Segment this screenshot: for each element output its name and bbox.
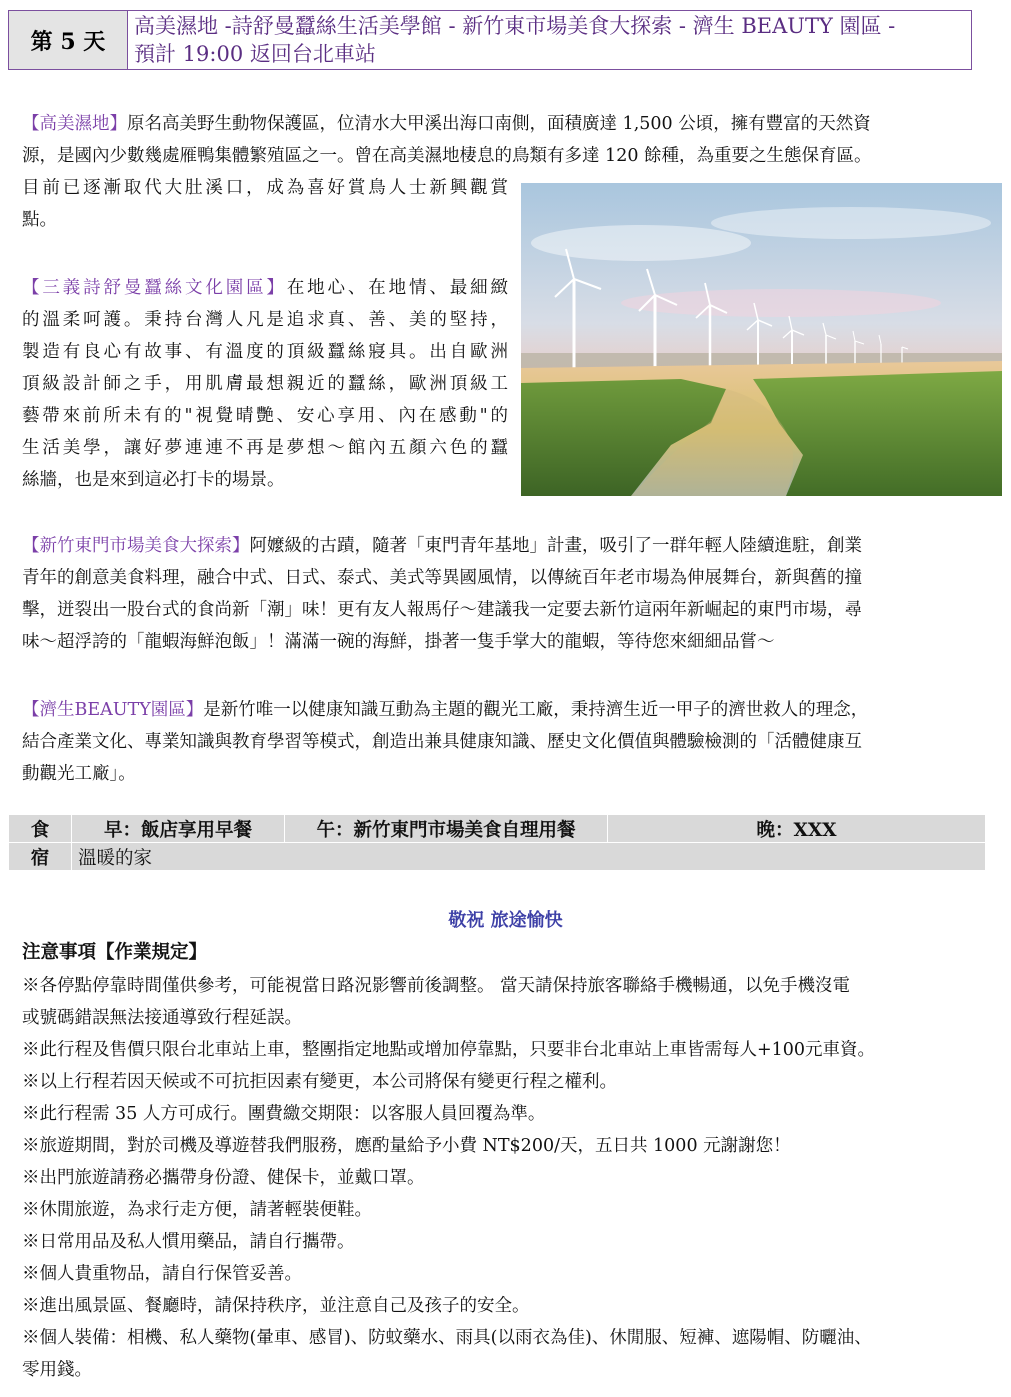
section-gaomei: [22, 108, 1000, 172]
note-item: ※此行程及售價只限台北車站上車，整團指定地點或增加停靠點，只要非台北車站上車皆需每人+100元車資。: [22, 1040, 876, 1060]
section-text: 是新竹唯一以健康知識互動為主題的觀光工廠，秉持濟生近一甲子的濟世救人的理念，: [203, 700, 869, 720]
note-item: ※此行程需 35 人方可成行。團費繳交期限：以客服人員回覆為準。: [22, 1104, 546, 1124]
section-name: 【濟生BEAUTY園區】: [22, 700, 204, 720]
section-text: 生活美學，讓好夢連連不再是夢想～館內五顏六色的蠶: [22, 438, 508, 458]
section-text: 味～超浮誇的「龍蝦海鮮泡飯」！滿滿一碗的海鮮，掛著一隻手掌大的龍蝦，等待您來細細品嘗～: [22, 632, 775, 652]
meals-food-label: 食: [9, 815, 72, 843]
section-text: 頂級設計師之手，用肌膚最想親近的蠶絲，歐洲頂級工: [22, 374, 508, 394]
section-text: 目前已逐漸取代大肚溪口，成為喜好賞鳥人士新興觀賞: [22, 178, 508, 198]
day-title-line: 預計 19:00 返回台北車站: [134, 42, 376, 66]
notes-list: [22, 970, 1002, 1386]
note-item: ※出門旅遊請務必攜帶身份證、健保卡，並戴口罩。: [22, 1168, 425, 1188]
meals-table: [8, 814, 986, 871]
lodging-row: [9, 843, 986, 871]
section-text: 絲牆，也是來到這必打卡的場景。: [22, 470, 285, 490]
section-text: 藝帶來前所未有的"視覺晴艷、安心享用、內在感動"的: [22, 406, 508, 426]
note-item: ※進出風景區、餐廳時，請保持秩序，並注意自己及孩子的安全。: [22, 1296, 530, 1316]
section-text: 原名高美野生動物保護區，位清水大甲溪出海口南側，面積廣達 1,500 公頃，擁有豐富的天然資: [127, 114, 871, 134]
section-text: 製造有良心有故事、有溫度的頂級蠶絲寢具。出自歐洲: [22, 342, 508, 362]
section-text: 在地心、在地情、最細緻: [286, 278, 509, 298]
wind-turbine-wetland-photo: [521, 183, 1002, 496]
section-name: 【高美濕地】: [22, 114, 127, 134]
note-item: 或號碼錯誤無法接通導致行程延誤。: [22, 1008, 302, 1028]
section-text: 結合產業文化、專業知識與教育學習等模式，創造出兼具健康知識、歷史文化價值與體驗檢測的「活體健康互: [22, 732, 862, 752]
meals-lunch: 午：新竹東門市場美食自理用餐: [285, 815, 608, 843]
day-title-line: 高美濕地 -詩舒曼蠶絲生活美學館 - 新竹東市場美食大探索 - 濟生 BEAUTY 園區 -: [134, 14, 896, 38]
section-text: 動觀光工廠」。: [22, 764, 136, 784]
meals-breakfast: 早：飯店享用早餐: [72, 815, 285, 843]
section-text: 源，是國內少數幾處雁鴨集體繁殖區之一。曾在高美濕地棲息的鳥類有多達 120 餘種，為重要之生態保育區。: [22, 146, 872, 166]
meals-row: [9, 815, 986, 843]
section-text: 擊，迸裂出一股台式的食尚新「潮」味！更有友人報馬仔～建議我一定要去新竹這兩年新崛起的東門市場，尋: [22, 600, 862, 620]
day-label: 第 5 天: [9, 11, 128, 69]
section-text: 青年的創意美食料理，融合中式、日式、泰式、美式等異國風情，以傳統百年老市場為伸展舞台，新與舊的撞: [22, 568, 862, 588]
section-jisheng: [22, 694, 1000, 790]
section-dongmen: [22, 530, 1000, 658]
note-item: ※個人貴重物品，請自行保管妥善。: [22, 1264, 302, 1284]
meals-dinner: 晚：XXX: [608, 815, 986, 843]
note-item: ※各停點停靠時間僅供參考，可能視當日路況影響前後調整。 當天請保持旅客聯絡手機暢通，以免手機沒電: [22, 976, 851, 996]
note-item: ※個人裝備：相機、私人藥物(暈車、感冒)、防蚊藥水、雨具(以雨衣為佳)、休閒服、短褲、遮陽帽、防曬油、: [22, 1328, 872, 1348]
section-name: 【新竹東門市場美食大探索】: [22, 536, 250, 556]
section-text: 點。: [22, 210, 57, 230]
day-title: [128, 11, 971, 69]
section-text: 的溫柔呵護。秉持台灣人凡是追求真、善、美的堅持，: [22, 310, 508, 330]
section-text: 阿嬤級的古蹟，隨著「東門青年基地」計畫，吸引了一群年輕人陸續進駐，創業: [249, 536, 862, 556]
lodging-label: 宿: [9, 843, 72, 871]
note-item: ※日常用品及私人慣用藥品，請自行攜帶。: [22, 1232, 355, 1252]
notes-title: 注意事項【作業規定】: [22, 942, 208, 963]
day-header: [8, 10, 972, 70]
lodging-value: 溫暖的家: [72, 843, 986, 871]
note-item: ※以上行程若因天候或不可抗拒因素有變更，本公司將保有變更行程之權利。: [22, 1072, 617, 1092]
note-item: ※旅遊期間，對於司機及導遊替我們服務，應酌量給予小費 NT$200/天，五日共 1000 元謝謝您！: [22, 1136, 791, 1156]
closing-greeting: 敬祝 旅途愉快: [448, 910, 563, 931]
note-item: 零用錢。: [22, 1360, 92, 1380]
section-name: 【三義詩舒曼蠶絲文化園區】: [22, 278, 287, 298]
note-item: ※休閒旅遊，為求行走方便，請著輕裝便鞋。: [22, 1200, 372, 1220]
